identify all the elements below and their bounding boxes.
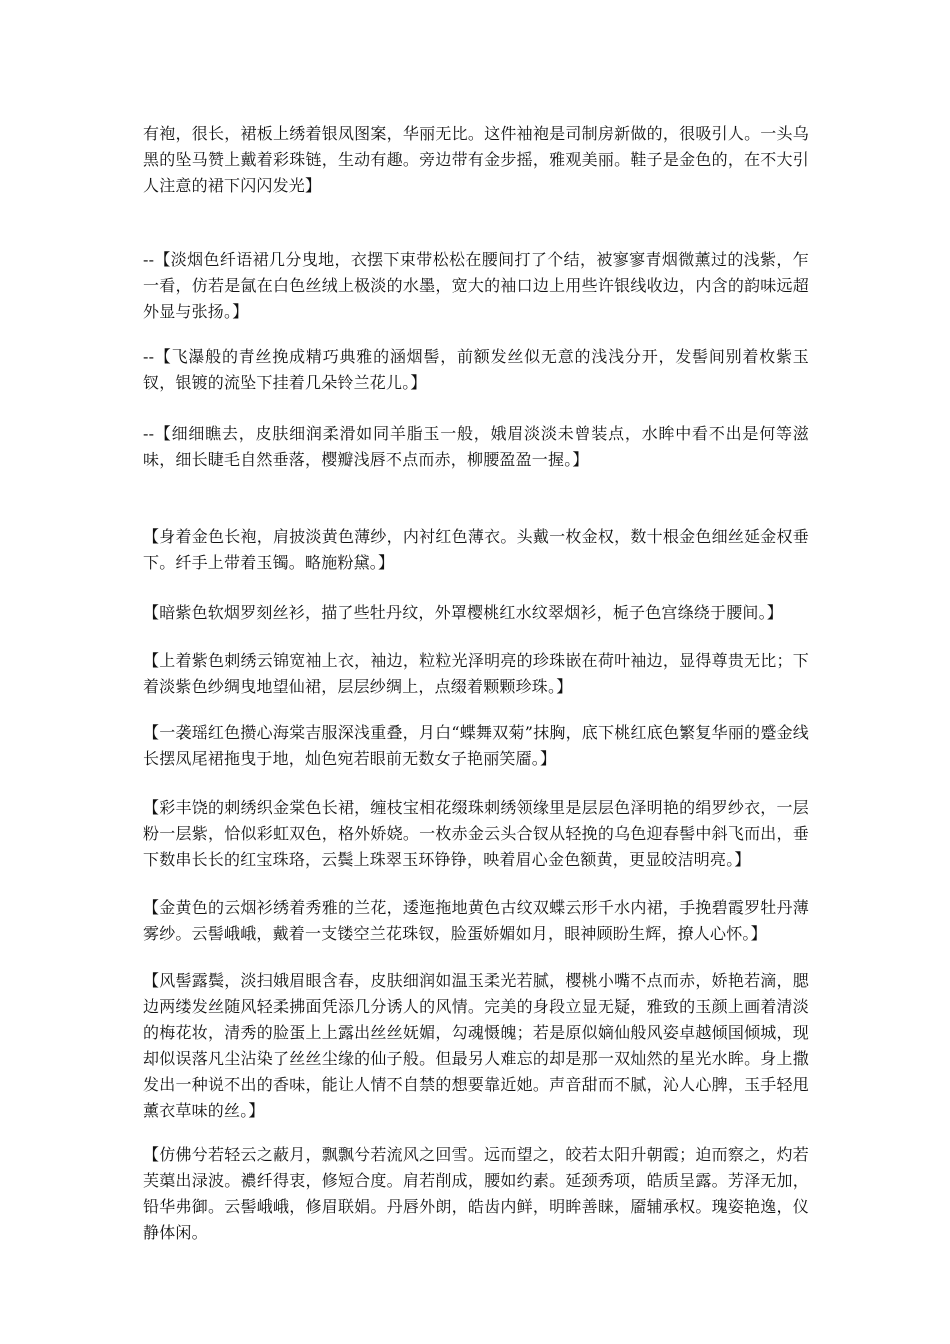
paragraph-6: 【暗紫色软烟罗刻丝衫，描了些牡丹纹，外罩樱桃红水纹翠烟衫，栀子色宫绦绕于腰间。】 xyxy=(143,603,784,622)
paragraph-10: 【金黄色的云烟衫绣着秀雅的兰花，逶迤拖地黄色古纹双蝶云形千水内裙，手挽碧霞罗牡丹薄雾纱。云髻峨峨，戴着一支镂空兰花珠钗，脸蛋娇媚如月，眼神顾盼生辉，撩人心怀。】 xyxy=(143,898,809,943)
paragraph-1: 有袍，很长，裙板上绣着银凤图案，华丽无比。这件袖袍是司制房新做的，很吸引人。一头乌黑的坠马赞上戴着彩珠链，生动有趣。旁边带有金步摇，雅观美丽。鞋子是金色的，在不大引人注意的裙下闪闪发光】 xyxy=(143,124,809,195)
paragraph-5: 【身着金色长袍，肩披淡黄色薄纱，内衬红色薄衣。头戴一枚金权，数十根金色细丝延金权垂下。纤手上带着玉镯。略施粉黛。】 xyxy=(143,527,809,572)
paragraph-7: 【上着紫色刺绣云锦宽袖上衣，袖边，粒粒光泽明亮的珍珠嵌在荷叶袖边，显得尊贵无比；下着淡紫色纱绸曳地望仙裙，层层纱绸上，点缀着颗颗珍珠。】 xyxy=(143,651,809,696)
paragraph-11: 【风髻露鬓，淡扫娥眉眼含春，皮肤细润如温玉柔光若腻，樱桃小嘴不点而赤，娇艳若滴，腮边两缕发丝随风轻柔拂面凭添几分诱人的风情。完美的身段立显无疑，雅致的玉颜上画着清淡的梅花妆，清秀的脸蛋上上露出丝丝妩媚，勾魂慑魄；若是原似嫡仙般风姿卓越倾国倾城，现却似误落凡尘沾染了丝丝尘缘的仙子般。但最另人难忘的却是那一双灿然的星光水眸。身上撒发出一种说不出的香味，能让人情不自禁的想要靠近她。声音甜而不腻，沁人心脾，玉手轻甩薰衣草味的丝。】 xyxy=(143,971,809,1120)
paragraph-4: --【细细瞧去，皮肤细润柔滑如同羊脂玉一般，娥眉淡淡未曾装点，水眸中看不出是何等滋味，细长睫毛自然垂落，樱瓣浅唇不点而赤，柳腰盈盈一握。】 xyxy=(143,424,809,469)
paragraph-8: 【一袭瑶红色攒心海棠吉服深浅重叠，月白“蝶舞双菊”抹胸，底下桃红底色繁复华丽的蹙金线长摆凤尾裙拖曳于地，灿色宛若眼前无数女子艳丽笑靥。】 xyxy=(143,723,809,768)
paragraph-12: 【仿佛兮若轻云之蔽月，飘飘兮若流风之回雪。远而望之，皎若太阳升朝霞；迫而察之，灼若芙蕖出渌波。襛纤得衷，修短合度。肩若削成，腰如约素。延颈秀项，皓质呈露。芳泽无加，铅华弗御。云髻峨峨，修眉联娟。丹唇外朗，皓齿内鲜，明眸善睐，靥辅承权。瑰姿艳逸，仪静体闲。 xyxy=(143,1145,809,1242)
paragraph-9: 【彩丰饶的刺绣织金棠色长裙，缠枝宝相花缀珠刺绣领缘里是层层色泽明艳的绢罗纱衣，一层粉一层紫，恰似彩虹双色，格外娇娆。一枚赤金云头合钗从轻挽的乌色迎春髻中斜飞而出，垂下数串长长的红宝珠珞，云鬓上珠翠玉环铮铮，映着眉心金色额黄，更显皎洁明亮。】 xyxy=(143,798,809,869)
paragraph-3: --【飞瀑般的青丝挽成精巧典雅的涵烟髻，前额发丝似无意的浅浅分开，发髻间别着枚紫玉钗，银镀的流坠下挂着几朵铃兰花儿。】 xyxy=(143,347,809,392)
paragraph-2: --【淡烟色纤语裙几分曳地，衣摆下束带松松在腰间打了个结，被寥寥青烟微薰过的浅紫，乍一看，仿若是氤在白色丝绒上极淡的水墨，宽大的袖口边上用些许银线收边，内含的韵味远超外显与张扬。】 xyxy=(143,250,809,321)
